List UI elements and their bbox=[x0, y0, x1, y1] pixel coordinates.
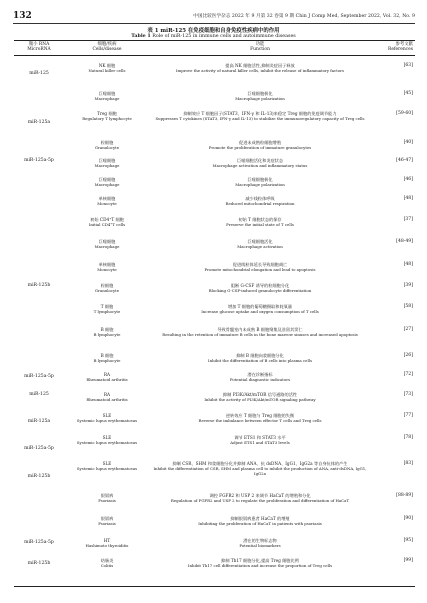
function-en: Preserve the initial state of T cells bbox=[226, 221, 294, 227]
header-cells bbox=[64, 42, 150, 53]
reference-cell: [39] bbox=[403, 282, 413, 288]
cell-type-zh: 粒细胞 bbox=[100, 282, 114, 288]
function-cell bbox=[150, 284, 370, 294]
cell-type-cell bbox=[64, 178, 150, 188]
table-row bbox=[64, 517, 415, 527]
function-cell bbox=[150, 539, 370, 549]
cell-type-cell bbox=[64, 517, 150, 527]
table-row bbox=[64, 218, 415, 228]
cell-type-cell bbox=[64, 240, 150, 250]
function-cell bbox=[150, 197, 370, 207]
reference-cell: [88-89] bbox=[396, 492, 413, 498]
reference-cell: [63] bbox=[403, 62, 413, 68]
microrna-label: miR-125a-5p bbox=[24, 373, 54, 379]
header-function bbox=[150, 42, 370, 53]
function-en: Suppresses T cytokines (STAT3, IFN-γ and IL-13) to stabilize the immunoregulatory capacity of Treg cells bbox=[155, 115, 365, 121]
function-zh: 增加 T 细胞的葡萄糖摄取和耗氧量 bbox=[227, 303, 293, 309]
table-caption-zh: 表 1 miR-125 在免疫细胞和自身免疫性疾病中的作用 bbox=[147, 28, 280, 34]
function-zh: 阻断 G-CSF 诱导的粒细胞分化 bbox=[230, 282, 290, 288]
function-cell bbox=[150, 559, 370, 569]
cell-type-cell bbox=[64, 539, 150, 549]
microrna-label: miR-125a bbox=[27, 418, 51, 424]
cell-type-en: Natural killer cells bbox=[88, 67, 126, 73]
cell-type-cell bbox=[64, 328, 150, 338]
function-zh: 抑制 PI3K/Akt/mTOR 信号通路的活性 bbox=[222, 391, 298, 397]
function-cell bbox=[150, 141, 370, 151]
microrna-label: miR-125a-5p bbox=[24, 445, 54, 451]
function-cell bbox=[150, 218, 370, 228]
function-en: Inhibit the differentiation of B cells into plasma cells bbox=[208, 357, 312, 363]
function-cell bbox=[150, 462, 370, 477]
function-en: Increase glucose uptake and oxygen consumption of T cells bbox=[201, 308, 319, 314]
function-zh: 减少线粒体呼吸 bbox=[245, 195, 275, 201]
table-row bbox=[64, 354, 415, 364]
function-cell bbox=[150, 305, 370, 315]
table-row bbox=[64, 462, 415, 477]
reference-cell: [73] bbox=[403, 391, 413, 397]
cell-type-en: Macrophage bbox=[94, 95, 120, 101]
function-cell bbox=[150, 92, 370, 102]
microrna-label: miR-125 bbox=[29, 391, 49, 397]
function-zh: 巨噬细胞极化 bbox=[247, 176, 273, 182]
table-row bbox=[64, 305, 415, 315]
microrna-label: miR-125b bbox=[27, 282, 51, 288]
reference-cell: [45] bbox=[403, 90, 413, 96]
function-cell bbox=[150, 263, 370, 273]
table-row bbox=[64, 141, 415, 151]
table-row bbox=[64, 373, 415, 383]
function-en: Macrophage polarization bbox=[235, 181, 285, 187]
function-cell bbox=[150, 64, 370, 74]
table-row bbox=[64, 414, 415, 424]
cell-type-zh: 巨噬细胞 bbox=[98, 176, 116, 182]
header-microrna bbox=[14, 42, 64, 53]
reference-cell: [99] bbox=[403, 557, 413, 563]
running-header bbox=[13, 9, 415, 24]
cell-type-en: Systemic lupus erythematosus bbox=[76, 465, 138, 471]
table-row bbox=[64, 539, 415, 549]
table-row bbox=[64, 112, 415, 122]
reference-cell: [95] bbox=[403, 537, 413, 543]
header-cells-en: Cells/disease bbox=[92, 47, 122, 53]
cell-type-zh: NK 细胞 bbox=[98, 62, 116, 68]
cell-type-cell bbox=[64, 414, 150, 424]
cell-type-cell bbox=[64, 559, 150, 569]
cell-type-en: Hashimoto thyroiditis bbox=[85, 542, 129, 548]
cell-type-zh: 巨噬细胞 bbox=[98, 157, 116, 163]
cell-type-cell bbox=[64, 305, 150, 315]
cell-type-en: Systemic lupus erythematosus bbox=[76, 439, 138, 445]
page-number: 132 bbox=[13, 11, 32, 21]
microrna-label: miR-125b bbox=[27, 473, 51, 479]
cell-type-en: T lymphocyte bbox=[93, 308, 121, 314]
function-cell bbox=[150, 240, 370, 250]
microrna-label: miR-125 bbox=[29, 70, 49, 76]
function-cell bbox=[150, 178, 370, 188]
reference-cell: [58] bbox=[403, 303, 413, 309]
function-en: Adjust ETS1 and STAT3 levels bbox=[230, 439, 290, 445]
cell-type-zh: 巨噬细胞 bbox=[98, 238, 116, 244]
header-references-en: References bbox=[388, 47, 413, 53]
table-row bbox=[64, 263, 415, 273]
reference-cell: [72] bbox=[403, 371, 413, 377]
table-row bbox=[64, 178, 415, 188]
function-zh: 巨噬细胞活化和炎症状态 bbox=[236, 157, 284, 163]
function-en: Blocking G-CSF-induced granulocyte differentiation bbox=[208, 287, 312, 293]
function-zh: 促进未成熟粒细胞增殖 bbox=[239, 139, 281, 145]
reference-cell: [40] bbox=[403, 139, 413, 145]
function-en: Promote the proliferation of immature granulocytes bbox=[208, 144, 312, 150]
function-zh: 抑制银屑病患者 HaCaT 的增殖 bbox=[230, 515, 290, 521]
mirna-table bbox=[14, 40, 415, 587]
table-row bbox=[64, 240, 415, 250]
reference-cell: [37] bbox=[403, 216, 413, 222]
cell-type-zh: 巨噬细胞 bbox=[98, 90, 116, 96]
function-zh: 潜在的生物标志物 bbox=[243, 537, 277, 543]
cell-type-en: Granulocyte bbox=[94, 144, 120, 150]
reference-cell: [83] bbox=[403, 460, 413, 466]
function-zh: 初始 T 细胞状态的保存 bbox=[238, 216, 282, 222]
function-zh: 巨噬细胞活化 bbox=[247, 238, 273, 244]
reference-cell: [48] bbox=[403, 261, 413, 267]
cell-type-cell bbox=[64, 436, 150, 446]
header-microrna-en: MicroRNA bbox=[27, 47, 51, 53]
function-cell bbox=[150, 354, 370, 364]
cell-type-en: Initial CD4⁺T cells bbox=[88, 221, 126, 227]
cell-type-zh: 银屑病 bbox=[100, 515, 114, 521]
cell-type-zh: HT bbox=[103, 537, 111, 543]
cell-type-en: Macrophage bbox=[94, 162, 120, 168]
function-zh: 提高 NK 细胞活性,抑制炎症因子释放 bbox=[225, 62, 295, 68]
function-en: Potential diagnostic indicators bbox=[229, 376, 291, 382]
table-row bbox=[64, 197, 415, 207]
cell-type-zh: SLE bbox=[102, 460, 112, 466]
cell-type-zh: 单核细胞 bbox=[98, 261, 116, 267]
cell-type-cell bbox=[64, 218, 150, 228]
function-cell bbox=[150, 159, 370, 169]
cell-type-en: Macrophage bbox=[94, 181, 120, 187]
cell-type-zh: SLE bbox=[102, 434, 112, 440]
table-row bbox=[64, 92, 415, 102]
cell-type-cell bbox=[64, 141, 150, 151]
reference-cell: [48-49] bbox=[396, 238, 413, 244]
cell-type-zh: 初始 CD4⁺T 细胞 bbox=[90, 216, 124, 222]
cell-type-cell bbox=[64, 112, 150, 122]
cell-type-zh: T 细胞 bbox=[100, 303, 114, 309]
table-body bbox=[14, 56, 415, 587]
microrna-label: miR-125a bbox=[27, 119, 51, 125]
cell-type-zh: 单核细胞 bbox=[98, 195, 116, 201]
header-function-zh: 功能 bbox=[255, 42, 265, 47]
table-row bbox=[64, 559, 415, 569]
function-en: Macrophage activation bbox=[237, 243, 283, 249]
function-en: Improve the activity of natural killer cells, inhibit the release of inflammatory factors bbox=[175, 67, 344, 73]
microrna-label: miR-125a-5p bbox=[24, 539, 54, 545]
reference-cell: [46-47] bbox=[396, 157, 413, 163]
microrna-label: miR-125b bbox=[27, 560, 51, 566]
function-zh: 巨噬细胞极化 bbox=[247, 90, 273, 96]
cell-type-zh: B 细胞 bbox=[100, 352, 114, 358]
function-cell bbox=[150, 436, 370, 446]
cell-type-en: Granulocyte bbox=[94, 287, 120, 293]
function-en: Inhibit the differentiation of CSR, SHM and plasma cell to inhibit the production of ANA, anti-dsDNA, IgG1, IgG2a bbox=[153, 465, 367, 476]
function-zh: 促进线粒体延长导致细胞凋亡 bbox=[232, 261, 288, 267]
reference-cell: [78] bbox=[403, 434, 413, 440]
cell-type-en: Regulatory T lymphocyte bbox=[82, 115, 132, 121]
table-caption-en bbox=[0, 33, 427, 39]
table-row bbox=[64, 64, 415, 74]
function-zh: 抑制 Th17 细胞分化,提高 Treg 细胞比例 bbox=[221, 557, 299, 563]
reference-cell: [90] bbox=[403, 515, 413, 521]
cell-type-en: B lymphocyte bbox=[93, 357, 121, 363]
cell-type-zh: 结肠炎 bbox=[100, 557, 114, 563]
cell-type-en: Systemic lupus erythematosus bbox=[76, 417, 138, 423]
reference-cell: [77] bbox=[403, 412, 413, 418]
function-en: Promote mitochondrial elongation and lead to apoptosis bbox=[204, 266, 316, 272]
function-en: Potential biomarkers bbox=[239, 542, 281, 548]
cell-type-en: Psoriasis bbox=[98, 520, 116, 526]
cell-type-cell bbox=[64, 92, 150, 102]
reference-cell: [48] bbox=[403, 195, 413, 201]
function-en: Resulting in the retention of immature B cells in the bone marrow sinuses and increased apoptosis bbox=[162, 331, 358, 337]
reference-cell: [59-60] bbox=[396, 110, 413, 116]
cell-type-cell bbox=[64, 197, 150, 207]
cell-type-zh: 粒细胞 bbox=[100, 139, 114, 145]
header-function-en: Function bbox=[250, 47, 270, 53]
header-references-zh: 参考文献 bbox=[395, 42, 413, 47]
function-zh: 调控 FGFR2 和 USP 2 来调节 HaCaT 的增殖和分化 bbox=[209, 492, 311, 498]
cell-type-en: Rheumatoid arthritis bbox=[86, 396, 128, 402]
function-zh: 抑制 B 细胞向浆细胞分化 bbox=[236, 352, 284, 358]
cell-type-en: Colitis bbox=[100, 562, 114, 568]
function-en: Inhibit the activity of PI3K/Akt/mTOR signaling pathway bbox=[204, 396, 316, 402]
header-microrna-zh: 微小 RNA bbox=[28, 42, 50, 47]
cell-type-cell bbox=[64, 263, 150, 273]
function-en: Macrophage polarization bbox=[235, 95, 285, 101]
function-cell bbox=[150, 328, 370, 338]
function-zh: 抑制效应 T 细胞因子(STAT3、IFN-γ 和 IL-13)来稳定 Treg 细胞的免疫调节能力 bbox=[183, 110, 337, 116]
function-en: Reduced mitochondrial respiration bbox=[225, 200, 295, 206]
microrna-label: miR-125a-5p bbox=[24, 157, 54, 163]
journal-citation: 中国比较医学杂志 2022 年 9 月第 32 卷第 9 期 Chin J Comp Med, September 2022, Vol. 32, No. 9 bbox=[193, 14, 415, 19]
function-zh: 潜在诊断指标 bbox=[247, 371, 273, 377]
table-row bbox=[64, 159, 415, 169]
function-en: Regulation of FGFR2 and USP 2 to regulate the proliferation and differentiation of HaCaT bbox=[170, 497, 350, 503]
reference-cell: [27] bbox=[403, 326, 413, 332]
cell-type-cell bbox=[64, 494, 150, 504]
cell-type-zh: RA bbox=[103, 391, 111, 397]
header-cells-zh: 细胞/疾病 bbox=[97, 42, 117, 47]
cell-type-cell bbox=[64, 284, 150, 294]
cell-type-en: Monocyte bbox=[97, 266, 117, 272]
cell-type-en: Monocyte bbox=[97, 200, 117, 206]
function-zh: 导致骨髓室内未成熟 B 细胞聚集及驻留其窦仁 bbox=[217, 326, 303, 332]
function-cell bbox=[150, 112, 370, 122]
cell-type-en: Macrophage bbox=[94, 243, 120, 249]
table-row bbox=[64, 284, 415, 294]
cell-type-cell bbox=[64, 64, 150, 74]
function-zh: 抑制 CSR、SHM 和浆细胞分化并抑制 ANA、抗 dsDNA、IgG1、IgG2a 等自身抗体的产生 bbox=[172, 460, 348, 466]
cell-type-zh: SLE bbox=[102, 412, 112, 418]
cell-type-cell bbox=[64, 159, 150, 169]
function-cell bbox=[150, 373, 370, 383]
cell-type-zh: 银屑病 bbox=[100, 492, 114, 498]
function-cell bbox=[150, 393, 370, 403]
reference-cell: [46] bbox=[403, 176, 413, 182]
function-cell bbox=[150, 414, 370, 424]
function-zh: 逆转效应 T 细胞与 Treg 细胞的失衡 bbox=[225, 412, 295, 418]
cell-type-en: B lymphocyte bbox=[93, 331, 121, 337]
cell-type-en: Psoriasis bbox=[98, 497, 116, 503]
cell-type-zh: RA bbox=[103, 371, 111, 377]
cell-type-en: Rheumatoid arthritis bbox=[86, 376, 128, 382]
function-en: Reverse the imbalance between effector T cells and Treg cells bbox=[198, 417, 322, 423]
function-en: Macrophage activation and inflammatory status bbox=[212, 162, 308, 168]
function-cell bbox=[150, 517, 370, 527]
cell-type-cell bbox=[64, 354, 150, 364]
cell-type-zh: Treg 细胞 bbox=[97, 110, 117, 116]
table-row bbox=[64, 393, 415, 403]
function-en: Inhibiting the proliferation of HaCaT in patients with psoriasis bbox=[198, 520, 322, 526]
table-row bbox=[64, 436, 415, 446]
function-en: Inhibit Th17 cell differentiation and increase the proportion of Treg cells bbox=[187, 562, 333, 568]
table-row bbox=[64, 328, 415, 338]
cell-type-zh: B 细胞 bbox=[100, 326, 114, 332]
reference-cell: [26] bbox=[403, 352, 413, 358]
table-label-en: Table 1 bbox=[131, 33, 151, 39]
function-cell bbox=[150, 494, 370, 504]
header-references bbox=[370, 42, 415, 53]
function-zh: 调节 ETS1 和 STAT3 水平 bbox=[234, 434, 286, 440]
cell-type-cell bbox=[64, 373, 150, 383]
cell-type-cell bbox=[64, 393, 150, 403]
table-title-en: Role of miR-125 in immune cells and autoimmune diseases bbox=[152, 34, 296, 39]
cell-type-cell bbox=[64, 462, 150, 472]
table-header bbox=[14, 41, 415, 56]
table-row bbox=[64, 494, 415, 504]
